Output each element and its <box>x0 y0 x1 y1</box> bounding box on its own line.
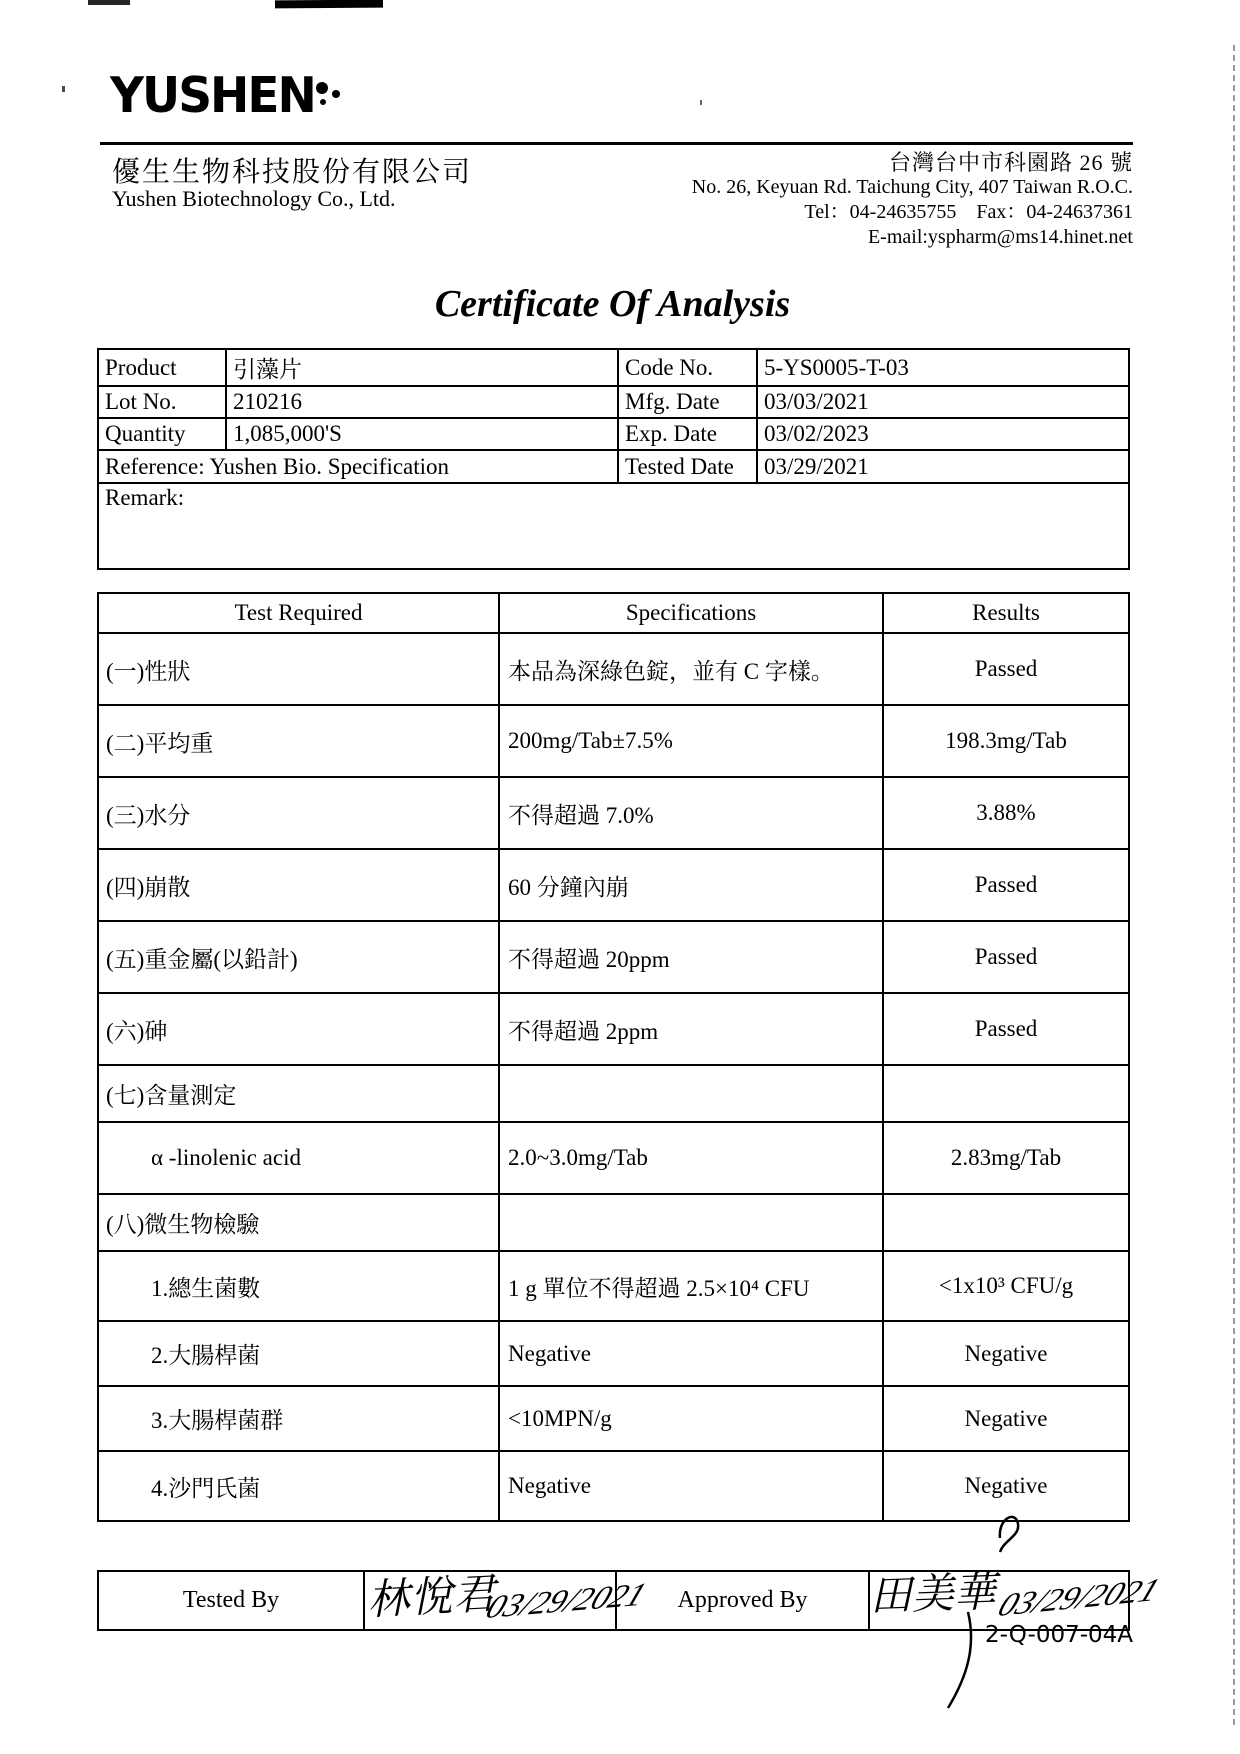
result-row <box>98 1122 1129 1194</box>
info-value: 1,085,000'S <box>226 418 618 450</box>
result-row <box>98 705 1129 777</box>
test-required-cell: (四)崩散 <box>98 849 499 921</box>
email-line: E-mail:yspharm@ms14.hinet.net <box>867 226 1133 248</box>
specification-cell <box>499 1194 883 1251</box>
result-row <box>98 1251 1129 1321</box>
specification-cell: 不得超過 2ppm <box>499 993 883 1065</box>
scan-dot <box>62 86 65 92</box>
test-required-cell: 3.大腸桿菌群 <box>98 1386 499 1451</box>
scan-dot <box>700 100 702 105</box>
signature-flourish <box>1000 1517 1018 1552</box>
result-row <box>98 777 1129 849</box>
specification-cell: 不得超過 20ppm <box>499 921 883 993</box>
address-line-zh: 台灣台中市科園路 26 號 <box>888 150 1133 175</box>
document-title: Certificate Of Analysis <box>434 283 791 325</box>
result-cell: Passed <box>883 849 1129 921</box>
result-row <box>98 1386 1129 1451</box>
header-divider <box>100 142 1133 145</box>
test-required-cell: (三)水分 <box>98 777 499 849</box>
specification-cell <box>499 1065 883 1122</box>
col-header-results: Results <box>883 593 1129 633</box>
info-label: Mfg. Date <box>618 386 757 418</box>
result-cell: 3.88% <box>883 777 1129 849</box>
svg-text:03/29/2021: 03/29/2021 <box>480 1575 652 1626</box>
result-row <box>98 633 1129 705</box>
scan-smudge <box>88 0 130 5</box>
specification-cell: 200mg/Tab±7.5% <box>499 705 883 777</box>
specification-cell: 本品為深綠色錠，並有 C 字樣。 <box>499 633 883 705</box>
result-row <box>98 921 1129 993</box>
result-cell: <1x10³ CFU/g <box>883 1251 1129 1321</box>
test-results-table <box>97 592 1130 1522</box>
company-name-en: Yushen Biotechnology Co., Ltd. <box>112 186 396 211</box>
specification-cell: 1 g 單位不得超過 2.5×10⁴ CFU <box>499 1251 883 1321</box>
info-label: Lot No. <box>98 386 226 418</box>
svg-text:03/29/2021: 03/29/2021 <box>992 1571 1166 1624</box>
form-number: 2-Q-007-04A <box>985 1622 1134 1648</box>
test-required-cell: 1.總生菌數 <box>98 1251 499 1321</box>
col-header-test-required: Test Required <box>98 593 499 633</box>
company-address-block <box>500 150 1133 250</box>
results-header-row <box>98 593 1129 633</box>
svg-text:田美華: 田美華 <box>868 1569 997 1621</box>
test-required-cell: 4.沙門氏菌 <box>98 1451 499 1521</box>
logo-dot-icon <box>320 99 326 105</box>
info-value: 5-YS0005-T-03 <box>757 349 1129 386</box>
info-label: Exp. Date <box>618 418 757 450</box>
info-value: 03/03/2021 <box>757 386 1129 418</box>
test-required-cell: 2.大腸桿菌 <box>98 1321 499 1386</box>
info-value: 210216 <box>226 386 618 418</box>
test-required-cell: α -linolenic acid <box>98 1122 499 1194</box>
signature-flourish <box>948 1612 971 1708</box>
result-row <box>98 849 1129 921</box>
scan-edge-line <box>1233 45 1235 1725</box>
result-cell: Passed <box>883 633 1129 705</box>
info-value: 03/02/2023 <box>757 418 1129 450</box>
result-row <box>98 1321 1129 1386</box>
info-row <box>98 349 1129 386</box>
company-logo: YUSHEN <box>110 66 315 125</box>
result-cell: Negative <box>883 1386 1129 1451</box>
result-cell: Negative <box>883 1451 1129 1521</box>
result-cell: Passed <box>883 921 1129 993</box>
result-cell: Negative <box>883 1321 1129 1386</box>
scan-smudge <box>275 0 383 8</box>
result-row <box>98 1065 1129 1122</box>
test-required-cell: (五)重金屬(以鉛計) <box>98 921 499 993</box>
info-row <box>98 418 1129 450</box>
test-required-cell: (七)含量測定 <box>98 1065 499 1122</box>
info-label: Product <box>98 349 226 386</box>
result-row <box>98 1194 1129 1251</box>
col-header-specifications: Specifications <box>499 593 883 633</box>
result-cell: Passed <box>883 993 1129 1065</box>
info-row <box>98 386 1129 418</box>
product-info-table <box>97 348 1130 570</box>
address-line-en: No. 26, Keyuan Rd. Taichung City, 407 Taiwan R.O.C. <box>691 176 1133 198</box>
test-required-cell: (八)微生物檢驗 <box>98 1194 499 1251</box>
specification-cell: 2.0~3.0mg/Tab <box>499 1122 883 1194</box>
result-cell <box>883 1194 1129 1251</box>
tel-fax-line: Tel：04-24635755 Fax：04-24637361 <box>804 201 1133 223</box>
logo-dot-icon <box>316 82 328 94</box>
specification-cell: Negative <box>499 1451 883 1521</box>
info-label: Code No. <box>618 349 757 386</box>
info-label: Quantity <box>98 418 226 450</box>
specification-cell: 不得超過 7.0% <box>499 777 883 849</box>
logo-dot-icon <box>332 90 340 98</box>
result-cell <box>883 1065 1129 1122</box>
specification-cell: Negative <box>499 1321 883 1386</box>
info-value: 引藻片 <box>226 349 618 386</box>
company-name-zh: 優生生物科技股份有限公司 <box>112 157 473 188</box>
test-required-cell: (一)性狀 <box>98 633 499 705</box>
tested-date-label: Tested Date <box>618 450 757 483</box>
test-required-cell: (二)平均重 <box>98 705 499 777</box>
svg-text:林悅君: 林悅君 <box>366 1571 498 1625</box>
specification-cell: 60 分鐘內崩 <box>499 849 883 921</box>
result-row <box>98 993 1129 1065</box>
approved-by-signature <box>868 1500 1166 1720</box>
tested-date-value: 03/29/2021 <box>757 450 1129 483</box>
test-required-cell: (六)砷 <box>98 993 499 1065</box>
tested-by-signature <box>366 1552 652 1652</box>
result-cell: 198.3mg/Tab <box>883 705 1129 777</box>
remark-cell: Remark: <box>98 483 1129 569</box>
approved-by-label: Approved By <box>616 1571 869 1630</box>
result-cell: 2.83mg/Tab <box>883 1122 1129 1194</box>
specification-cell: <10MPN/g <box>499 1386 883 1451</box>
reference-cell: Reference: Yushen Bio. Specification <box>98 450 618 483</box>
tested-by-label: Tested By <box>98 1571 364 1630</box>
